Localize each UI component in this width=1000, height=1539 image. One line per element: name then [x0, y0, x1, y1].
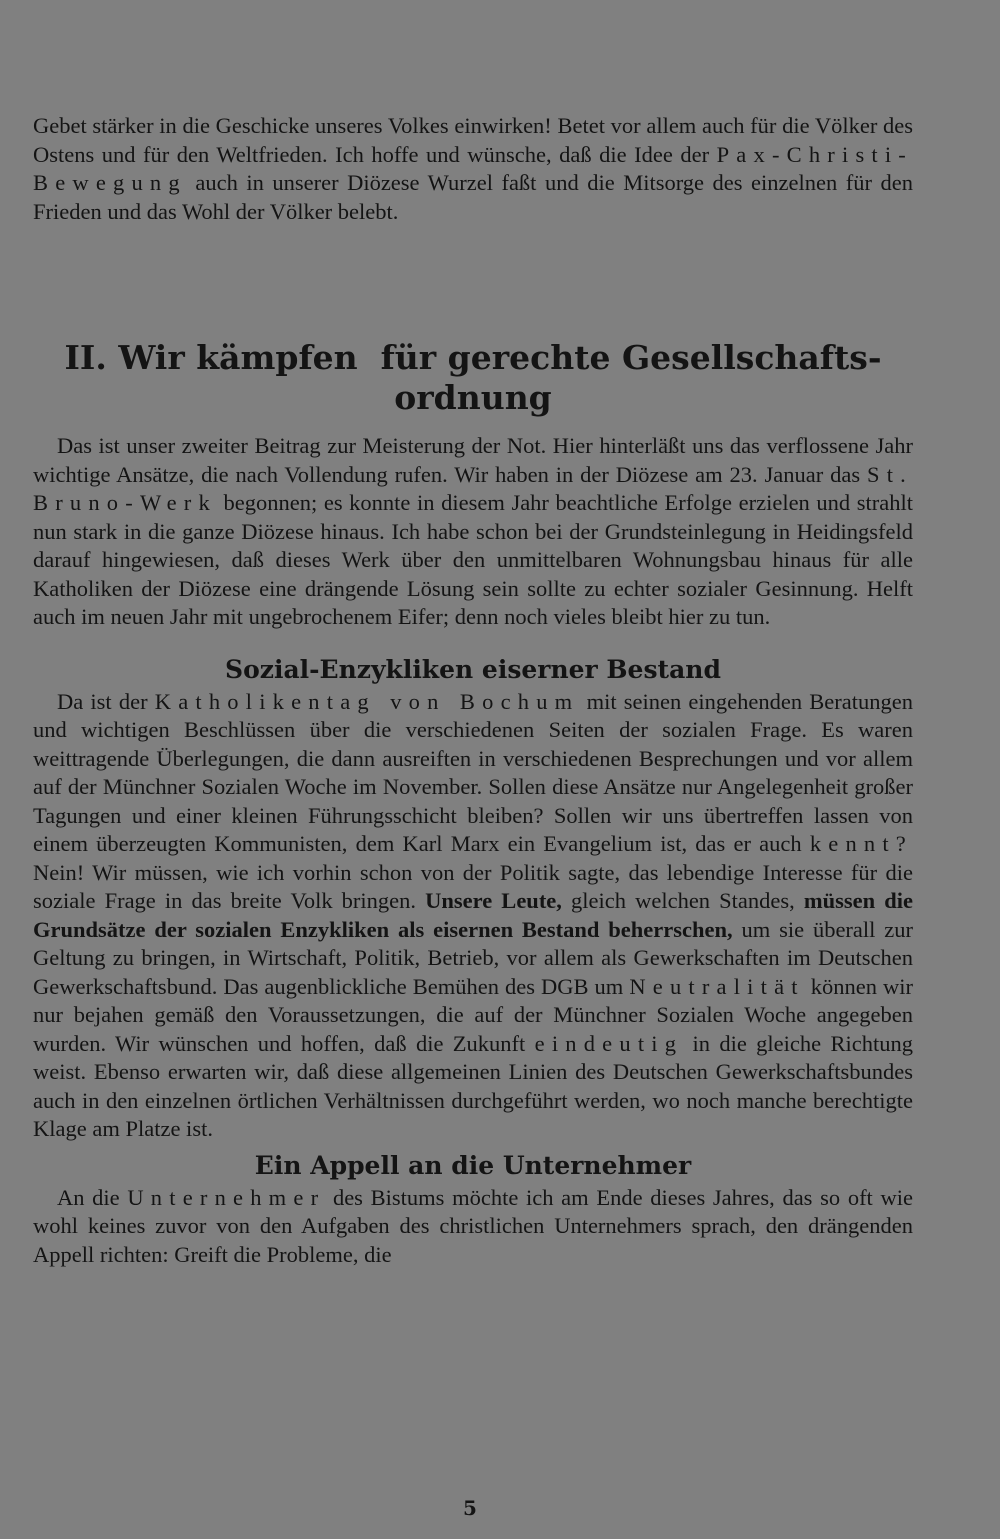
- text-run: in die gleiche Richtung weist. Ebenso erwarten wir, daß diese allgemeinen Linien des Deutschen Gewerkschaftsbundes auch in den einzelnen örtlichen Verhältnissen durchgeführt werden, wo noch manche berechtigte Klage am Platze ist.: [33, 1030, 913, 1141]
- text-run: des Bistums möchte ich am Ende dieses Jahres, das so oft wie wohl keines zuvor von den Aufgaben des christlichen Unternehmers sprach, den drängenden Appell richten: Greift die Probleme, die: [33, 1184, 913, 1267]
- text-run: um sie überall zur Geltung zu bringen, in Wirtschaft, Politik, Betrieb, vor allem als Gewerkschaften im Deutschen Gewerkschaftsbund. Das augenblickliche Bemühen des DGB um: [33, 916, 913, 999]
- text-run: Gebet stärker in die Geschicke unseres Volkes einwirken! Betet vor allem auch für die Völker des Ostens und für den Weltfrieden. Ich hoffe und wünsche, daß die Idee der: [33, 113, 913, 167]
- page-body: [33, 112, 913, 1269]
- bold-emphasis: müssen die Grundsätze der sozialen Enzykliken als eisernen Bestand beherrschen,: [33, 888, 913, 942]
- subheading-sozial: Sozial-Enzykliken eiserner Bestand: [225, 654, 721, 684]
- continuation-paragraph: [33, 112, 913, 226]
- text-run: auch in unserer Diözese Wurzel faßt und die Mitsorge des einzelnen für den Frieden und das Wohl der Völker belebt.: [33, 170, 913, 224]
- spaced-emphasis: Neutralität: [629, 973, 805, 999]
- text-run: Das ist unser zweiter Beitrag zur Meisterung der Not. Hier hinterläßt uns das verflossene Jahr wichtige Ansätze, die nach Vollendung rufen. Wir haben in der Diözese am 23. Januar das: [33, 433, 913, 487]
- page-number: 5: [463, 1496, 477, 1520]
- section-heading: [33, 338, 913, 418]
- text-run: können wir nur bejahen gemäß den Voraussetzungen, die auf der Münchner Sozialen Woche angegeben wurden. Wir wünschen und hoffen, daß die Zukunft: [33, 973, 913, 1056]
- spaced-emphasis: Katholikentag von Bochum: [154, 688, 580, 714]
- text-run: An die: [57, 1184, 128, 1210]
- text-run: Nein! Wir müssen, wie ich vorhin schon von der Politik sagte, das lebendige Interesse für die soziale Frage in das breite Volk bringen.: [33, 859, 913, 913]
- text-run: gleich welchen Standes,: [561, 888, 804, 913]
- text-run: Da ist der: [57, 688, 155, 714]
- text-run: mit seinen eingehenden Beratungen und wichtigen Beschlüssen über die verschiedenen Seiten der sozialen Frage. Es waren weittragende Überlegungen, die dann ausreiften in verschiedenen Besprechungen und vor allem auf der Münchner Sozialen Woche im November. Sollen diese Ansätze nur Angelegenheit großer Tagungen und einer kleinen Führungsschicht bleiben? Sollen wir uns übertreffen lassen von einem überzeugten Kommunisten, dem Karl Marx ein Evangelium ist, das er auch: [33, 688, 913, 856]
- bold-emphasis: Unsere Leute,: [425, 888, 562, 913]
- sozial-paragraph: [33, 688, 913, 1144]
- text-run: begonnen; es konnte in diesem Jahr beachtliche Erfolge erzielen und strahlt nun stark in die ganze Diözese hinaus. Ich habe schon bei der Grundsteinlegung in Heidingsfeld darauf hingewiesen, daß dieses Werk über den unmittelbaren Wohnungsbau hinaus für alle Katholiken der Diözese eine drängende Lösung sein sollte zu echter sozialer Gesinnung. Helft auch im neuen Jahr mit ungebrochenem Eifer; denn noch vieles bleibt hier zu tun.: [33, 490, 913, 629]
- appell-paragraph: [33, 1184, 913, 1270]
- spaced-emphasis: eindeutig: [534, 1030, 684, 1056]
- spaced-emphasis: Unternehmer: [127, 1184, 326, 1210]
- subheading-appell: Ein Appell an die Unternehmer: [254, 1150, 692, 1180]
- section-paragraph: [33, 432, 913, 632]
- section-heading-line1: II. Wir kämpfen für gerechte Gesellschafts-: [64, 338, 882, 377]
- spaced-emphasis: Pax-Christi-Bewegung: [33, 141, 913, 195]
- spaced-emphasis: kennt?: [809, 831, 913, 856]
- section-gap: [33, 226, 913, 338]
- spaced-emphasis: St. Bruno-Werk: [33, 461, 913, 515]
- section-heading-line2: ordnung: [394, 378, 552, 417]
